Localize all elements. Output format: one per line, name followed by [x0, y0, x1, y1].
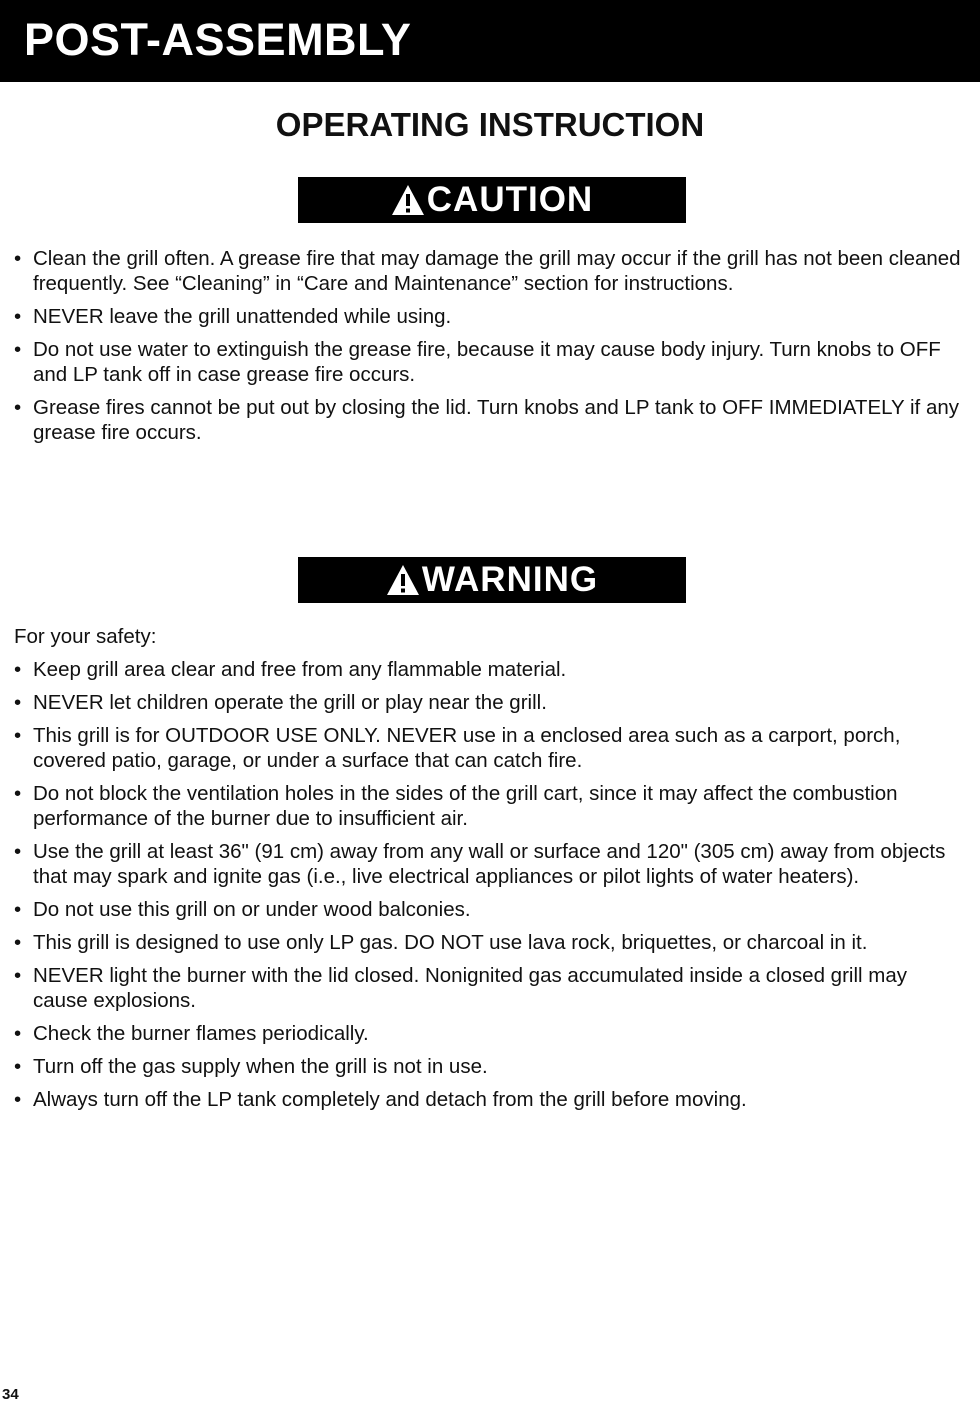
warning-sign	[298, 557, 686, 603]
list-item: • NEVER light the burner with the lid closed. Nonignited gas accumulated inside a closed grill may cause explosions.	[14, 963, 964, 1013]
header-title: POST-ASSEMBLY	[24, 14, 412, 65]
list-item: • Turn off the gas supply when the grill is not in use.	[14, 1054, 964, 1079]
list-item: • Keep grill area clear and free from any flammable material.	[14, 657, 964, 682]
warning-triangle-icon	[386, 564, 420, 596]
list-item: • Do not use water to extinguish the grease fire, because it may cause body injury. Turn knobs to OFF and LP tank off in case grease fire occurs.	[14, 337, 964, 387]
header-bar	[0, 0, 980, 82]
warning-intro: For your safety:	[14, 625, 157, 648]
list-item: • This grill is designed to use only LP gas. DO NOT use lava rock, briquettes, or charcoal in it.	[14, 930, 964, 955]
list-item: • Do not block the ventilation holes in the sides of the grill cart, since it may affect the combustion performance of the burner due to insufficient air.	[14, 781, 964, 831]
list-item: • Clean the grill often. A grease fire that may damage the grill may occur if the grill has not been cleaned frequently. See “Cleaning” in “Care and Maintenance” section for instructions.	[14, 246, 964, 296]
caution-label: CAUTION	[426, 180, 594, 219]
page-number: 34	[2, 1386, 19, 1403]
list-item: • Do not use this grill on or under wood balconies.	[14, 897, 964, 922]
warning-triangle-icon	[391, 184, 425, 216]
caution-sign	[298, 177, 686, 223]
list-item: • Check the burner flames periodically.	[14, 1021, 964, 1046]
warning-label: WARNING	[421, 560, 599, 599]
section-title: OPERATING INSTRUCTION	[275, 106, 705, 143]
list-item: • Use the grill at least 36" (91 cm) away from any wall or surface and 120" (305 cm) away from objects that may spark and ignite gas (i.e., live electrical appliances or pilot lights of water heaters).	[14, 839, 964, 889]
list-item: • This grill is for OUTDOOR USE ONLY. NEVER use in a enclosed area such as a carport, porch, covered patio, garage, or under a surface that can catch fire.	[14, 723, 964, 773]
list-item: • NEVER let children operate the grill or play near the grill.	[14, 690, 964, 715]
caution-list	[14, 246, 964, 453]
warning-list	[14, 657, 964, 1120]
list-item: • NEVER leave the grill unattended while using.	[14, 304, 964, 329]
list-item: • Grease fires cannot be put out by closing the lid. Turn knobs and LP tank to OFF IMMEDIATELY if any grease fire occurs.	[14, 395, 964, 445]
list-item: • Always turn off the LP tank completely and detach from the grill before moving.	[14, 1087, 964, 1112]
